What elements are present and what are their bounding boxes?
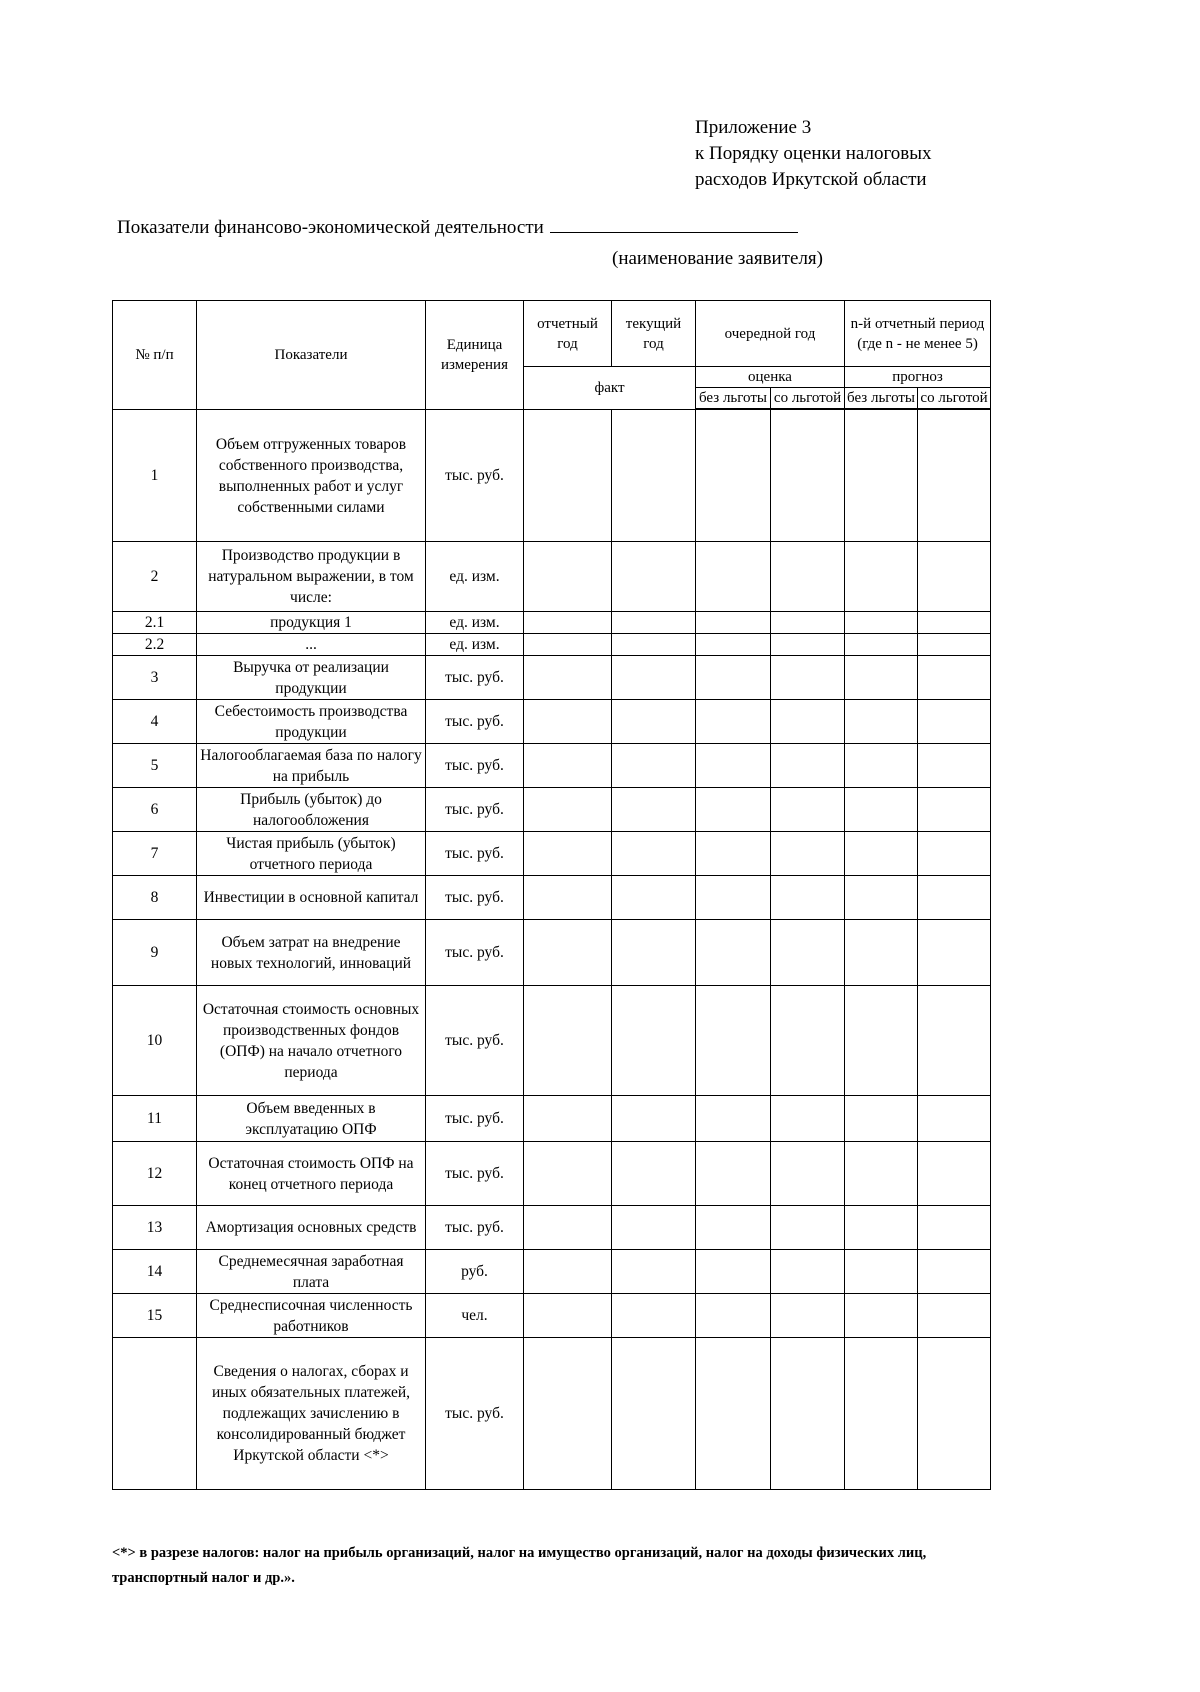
value-cell	[696, 744, 771, 788]
value-cell	[918, 986, 991, 1096]
value-cell	[918, 1250, 991, 1294]
row-indicator: Объем введенных в эксплуатацию ОПФ	[197, 1096, 426, 1142]
row-indicator: Объем затрат на внедрение новых технологий, инноваций	[197, 920, 426, 986]
value-cell	[918, 920, 991, 986]
row-indicator: ...	[197, 634, 426, 656]
value-cell	[771, 634, 845, 656]
value-cell	[696, 788, 771, 832]
value-cell	[845, 1096, 918, 1142]
table-row	[113, 656, 991, 700]
row-num	[113, 1338, 197, 1490]
value-cell	[845, 832, 918, 876]
row-unit: тыс. руб.	[426, 410, 524, 542]
value-cell	[918, 634, 991, 656]
row-unit: тыс. руб.	[426, 656, 524, 700]
value-cell	[612, 634, 696, 656]
table-row	[113, 788, 991, 832]
table-row	[113, 1206, 991, 1250]
value-cell	[524, 1206, 612, 1250]
table-row	[113, 410, 991, 542]
value-cell	[845, 1206, 918, 1250]
row-indicator: Среднесписочная численность работников	[197, 1294, 426, 1338]
value-cell	[524, 1294, 612, 1338]
value-cell	[918, 788, 991, 832]
value-cell	[696, 612, 771, 634]
value-cell	[845, 656, 918, 700]
value-cell	[771, 1142, 845, 1206]
value-cell	[771, 612, 845, 634]
value-cell	[845, 410, 918, 542]
value-cell	[918, 1338, 991, 1490]
table-body	[113, 410, 991, 1490]
row-unit: ед. изм.	[426, 634, 524, 656]
row-unit: ед. изм.	[426, 612, 524, 634]
row-indicator: Среднемесячная заработная плата	[197, 1250, 426, 1294]
header-forecast: прогноз	[845, 367, 991, 388]
header-nth-period: n-й отчетный период (где n - не менее 5)	[845, 301, 991, 367]
value-cell	[845, 1250, 918, 1294]
value-cell	[771, 656, 845, 700]
value-cell	[696, 1142, 771, 1206]
row-num: 7	[113, 832, 197, 876]
value-cell	[612, 876, 696, 920]
table-row	[113, 1294, 991, 1338]
row-indicator: продукция 1	[197, 612, 426, 634]
row-indicator: Чистая прибыль (убыток) отчетного периода	[197, 832, 426, 876]
value-cell	[696, 542, 771, 612]
value-cell	[612, 542, 696, 612]
value-cell	[524, 612, 612, 634]
value-cell	[524, 1250, 612, 1294]
value-cell	[771, 832, 845, 876]
applicant-name-blank-line	[550, 214, 798, 233]
row-unit: тыс. руб.	[426, 986, 524, 1096]
value-cell	[918, 1096, 991, 1142]
table-row	[113, 1096, 991, 1142]
header-report-year: отчетный год	[524, 301, 612, 367]
row-num: 15	[113, 1294, 197, 1338]
table-row	[113, 744, 991, 788]
table-row	[113, 876, 991, 920]
value-cell	[771, 700, 845, 744]
appendix-line-1: Приложение 3	[695, 117, 812, 138]
header-est-without: без льготы	[696, 388, 771, 409]
value-cell	[696, 634, 771, 656]
header-est-with: со льготой	[771, 388, 845, 409]
row-num: 8	[113, 876, 197, 920]
value-cell	[845, 744, 918, 788]
table-row	[113, 1250, 991, 1294]
value-cell	[612, 1142, 696, 1206]
value-cell	[612, 986, 696, 1096]
value-cell	[612, 612, 696, 634]
row-num: 10	[113, 986, 197, 1096]
row-unit: ед. изм.	[426, 542, 524, 612]
row-num: 13	[113, 1206, 197, 1250]
value-cell	[524, 876, 612, 920]
value-cell	[524, 832, 612, 876]
value-cell	[696, 876, 771, 920]
value-cell	[918, 744, 991, 788]
appendix-line-3: расходов Иркутской области	[695, 169, 927, 190]
value-cell	[696, 1250, 771, 1294]
row-indicator: Остаточная стоимость основных производственных фондов (ОПФ) на начало отчетного периода	[197, 986, 426, 1096]
value-cell	[696, 1096, 771, 1142]
value-cell	[524, 700, 612, 744]
value-cell	[696, 700, 771, 744]
row-indicator: Производство продукции в натуральном выражении, в том числе:	[197, 542, 426, 612]
value-cell	[845, 876, 918, 920]
table-row	[113, 542, 991, 612]
row-unit: тыс. руб.	[426, 832, 524, 876]
row-unit: тыс. руб.	[426, 744, 524, 788]
value-cell	[918, 832, 991, 876]
row-unit: тыс. руб.	[426, 1206, 524, 1250]
value-cell	[524, 744, 612, 788]
applicant-name-caption: (наименование заявителя)	[612, 248, 823, 269]
value-cell	[612, 410, 696, 542]
value-cell	[524, 788, 612, 832]
value-cell	[918, 542, 991, 612]
header-unit: Единица измерения	[426, 301, 524, 410]
value-cell	[918, 410, 991, 542]
table-row	[113, 1142, 991, 1206]
value-cell	[771, 1250, 845, 1294]
appendix-line-2: к Порядку оценки налоговых	[695, 143, 932, 164]
row-num: 14	[113, 1250, 197, 1294]
row-num: 2.1	[113, 612, 197, 634]
header-estimate: оценка	[696, 367, 845, 388]
value-cell	[845, 700, 918, 744]
value-cell	[524, 920, 612, 986]
value-cell	[918, 612, 991, 634]
value-cell	[771, 1096, 845, 1142]
value-cell	[696, 986, 771, 1096]
value-cell	[845, 1338, 918, 1490]
header-fact: факт	[524, 367, 696, 410]
value-cell	[612, 744, 696, 788]
table-row	[113, 612, 991, 634]
appendix-block	[695, 115, 932, 193]
row-indicator: Амортизация основных средств	[197, 1206, 426, 1250]
row-unit: тыс. руб.	[426, 920, 524, 986]
row-indicator: Налогооблагаемая база по налогу на прибыль	[197, 744, 426, 788]
value-cell	[918, 1294, 991, 1338]
value-cell	[845, 634, 918, 656]
value-cell	[524, 1096, 612, 1142]
table-row	[113, 634, 991, 656]
value-cell	[612, 656, 696, 700]
value-cell	[612, 832, 696, 876]
value-cell	[612, 1250, 696, 1294]
row-num: 1	[113, 410, 197, 542]
row-num: 2	[113, 542, 197, 612]
value-cell	[771, 876, 845, 920]
value-cell	[612, 1294, 696, 1338]
value-cell	[524, 1338, 612, 1490]
row-unit: тыс. руб.	[426, 1338, 524, 1490]
value-cell	[918, 1206, 991, 1250]
row-indicator: Прибыль (убыток) до налогообложения	[197, 788, 426, 832]
value-cell	[771, 1206, 845, 1250]
value-cell	[696, 410, 771, 542]
row-num: 4	[113, 700, 197, 744]
row-indicator: Сведения о налогах, сборах и иных обязательных платежей, подлежащих зачислению в консолидированный бюджет Иркутской области <*>	[197, 1338, 426, 1490]
row-unit: тыс. руб.	[426, 876, 524, 920]
value-cell	[771, 920, 845, 986]
value-cell	[771, 542, 845, 612]
table-row	[113, 1338, 991, 1490]
value-cell	[524, 656, 612, 700]
heading-title: Показатели финансово-экономической деятельности	[117, 217, 544, 238]
row-indicator: Инвестиции в основной капитал	[197, 876, 426, 920]
value-cell	[771, 788, 845, 832]
row-unit: руб.	[426, 1250, 524, 1294]
value-cell	[612, 1338, 696, 1490]
row-num: 11	[113, 1096, 197, 1142]
value-cell	[845, 542, 918, 612]
value-cell	[918, 1142, 991, 1206]
indicators-table	[112, 300, 991, 1490]
row-unit: тыс. руб.	[426, 700, 524, 744]
table-header	[113, 301, 991, 410]
value-cell	[845, 986, 918, 1096]
row-num: 5	[113, 744, 197, 788]
value-cell	[771, 410, 845, 542]
value-cell	[845, 1294, 918, 1338]
value-cell	[771, 744, 845, 788]
footnote: <*> в разрезе налогов: налог на прибыль организаций, налог на имущество организаций, налог на доходы физических лиц, транспортный налог и др.».	[112, 1545, 927, 1586]
value-cell	[612, 1096, 696, 1142]
value-cell	[845, 920, 918, 986]
table-row	[113, 986, 991, 1096]
value-cell	[696, 920, 771, 986]
table-row	[113, 920, 991, 986]
value-cell	[696, 656, 771, 700]
header-fc-with: со льготой	[918, 388, 991, 409]
header-current-year: текущий год	[612, 301, 696, 367]
value-cell	[524, 410, 612, 542]
header-indicator: Показатели	[197, 301, 426, 410]
value-cell	[612, 788, 696, 832]
row-indicator: Остаточная стоимость ОПФ на конец отчетного периода	[197, 1142, 426, 1206]
row-unit: чел.	[426, 1294, 524, 1338]
value-cell	[771, 986, 845, 1096]
value-cell	[918, 876, 991, 920]
row-unit: тыс. руб.	[426, 788, 524, 832]
value-cell	[771, 1338, 845, 1490]
value-cell	[845, 788, 918, 832]
row-num: 9	[113, 920, 197, 986]
value-cell	[612, 920, 696, 986]
header-num: № п/п	[113, 301, 197, 410]
table-row	[113, 700, 991, 744]
value-cell	[524, 634, 612, 656]
value-cell	[918, 700, 991, 744]
value-cell	[612, 1206, 696, 1250]
value-cell	[845, 612, 918, 634]
row-unit: тыс. руб.	[426, 1096, 524, 1142]
value-cell	[612, 700, 696, 744]
document-heading	[117, 214, 798, 239]
header-next-year: очередной год	[696, 301, 845, 367]
row-num: 2.2	[113, 634, 197, 656]
value-cell	[696, 1338, 771, 1490]
value-cell	[696, 832, 771, 876]
value-cell	[524, 542, 612, 612]
value-cell	[845, 1142, 918, 1206]
value-cell	[524, 986, 612, 1096]
row-indicator: Себестоимость производства продукции	[197, 700, 426, 744]
value-cell	[771, 1294, 845, 1338]
value-cell	[696, 1206, 771, 1250]
row-indicator: Выручка от реализации продукции	[197, 656, 426, 700]
value-cell	[524, 1142, 612, 1206]
row-unit: тыс. руб.	[426, 1142, 524, 1206]
value-cell	[696, 1294, 771, 1338]
row-num: 12	[113, 1142, 197, 1206]
row-num: 3	[113, 656, 197, 700]
row-num: 6	[113, 788, 197, 832]
header-fc-without: без льготы	[845, 388, 918, 409]
value-cell	[918, 656, 991, 700]
table-row	[113, 832, 991, 876]
row-indicator: Объем отгруженных товаров собственного производства, выполненных работ и услуг собственными силами	[197, 410, 426, 542]
